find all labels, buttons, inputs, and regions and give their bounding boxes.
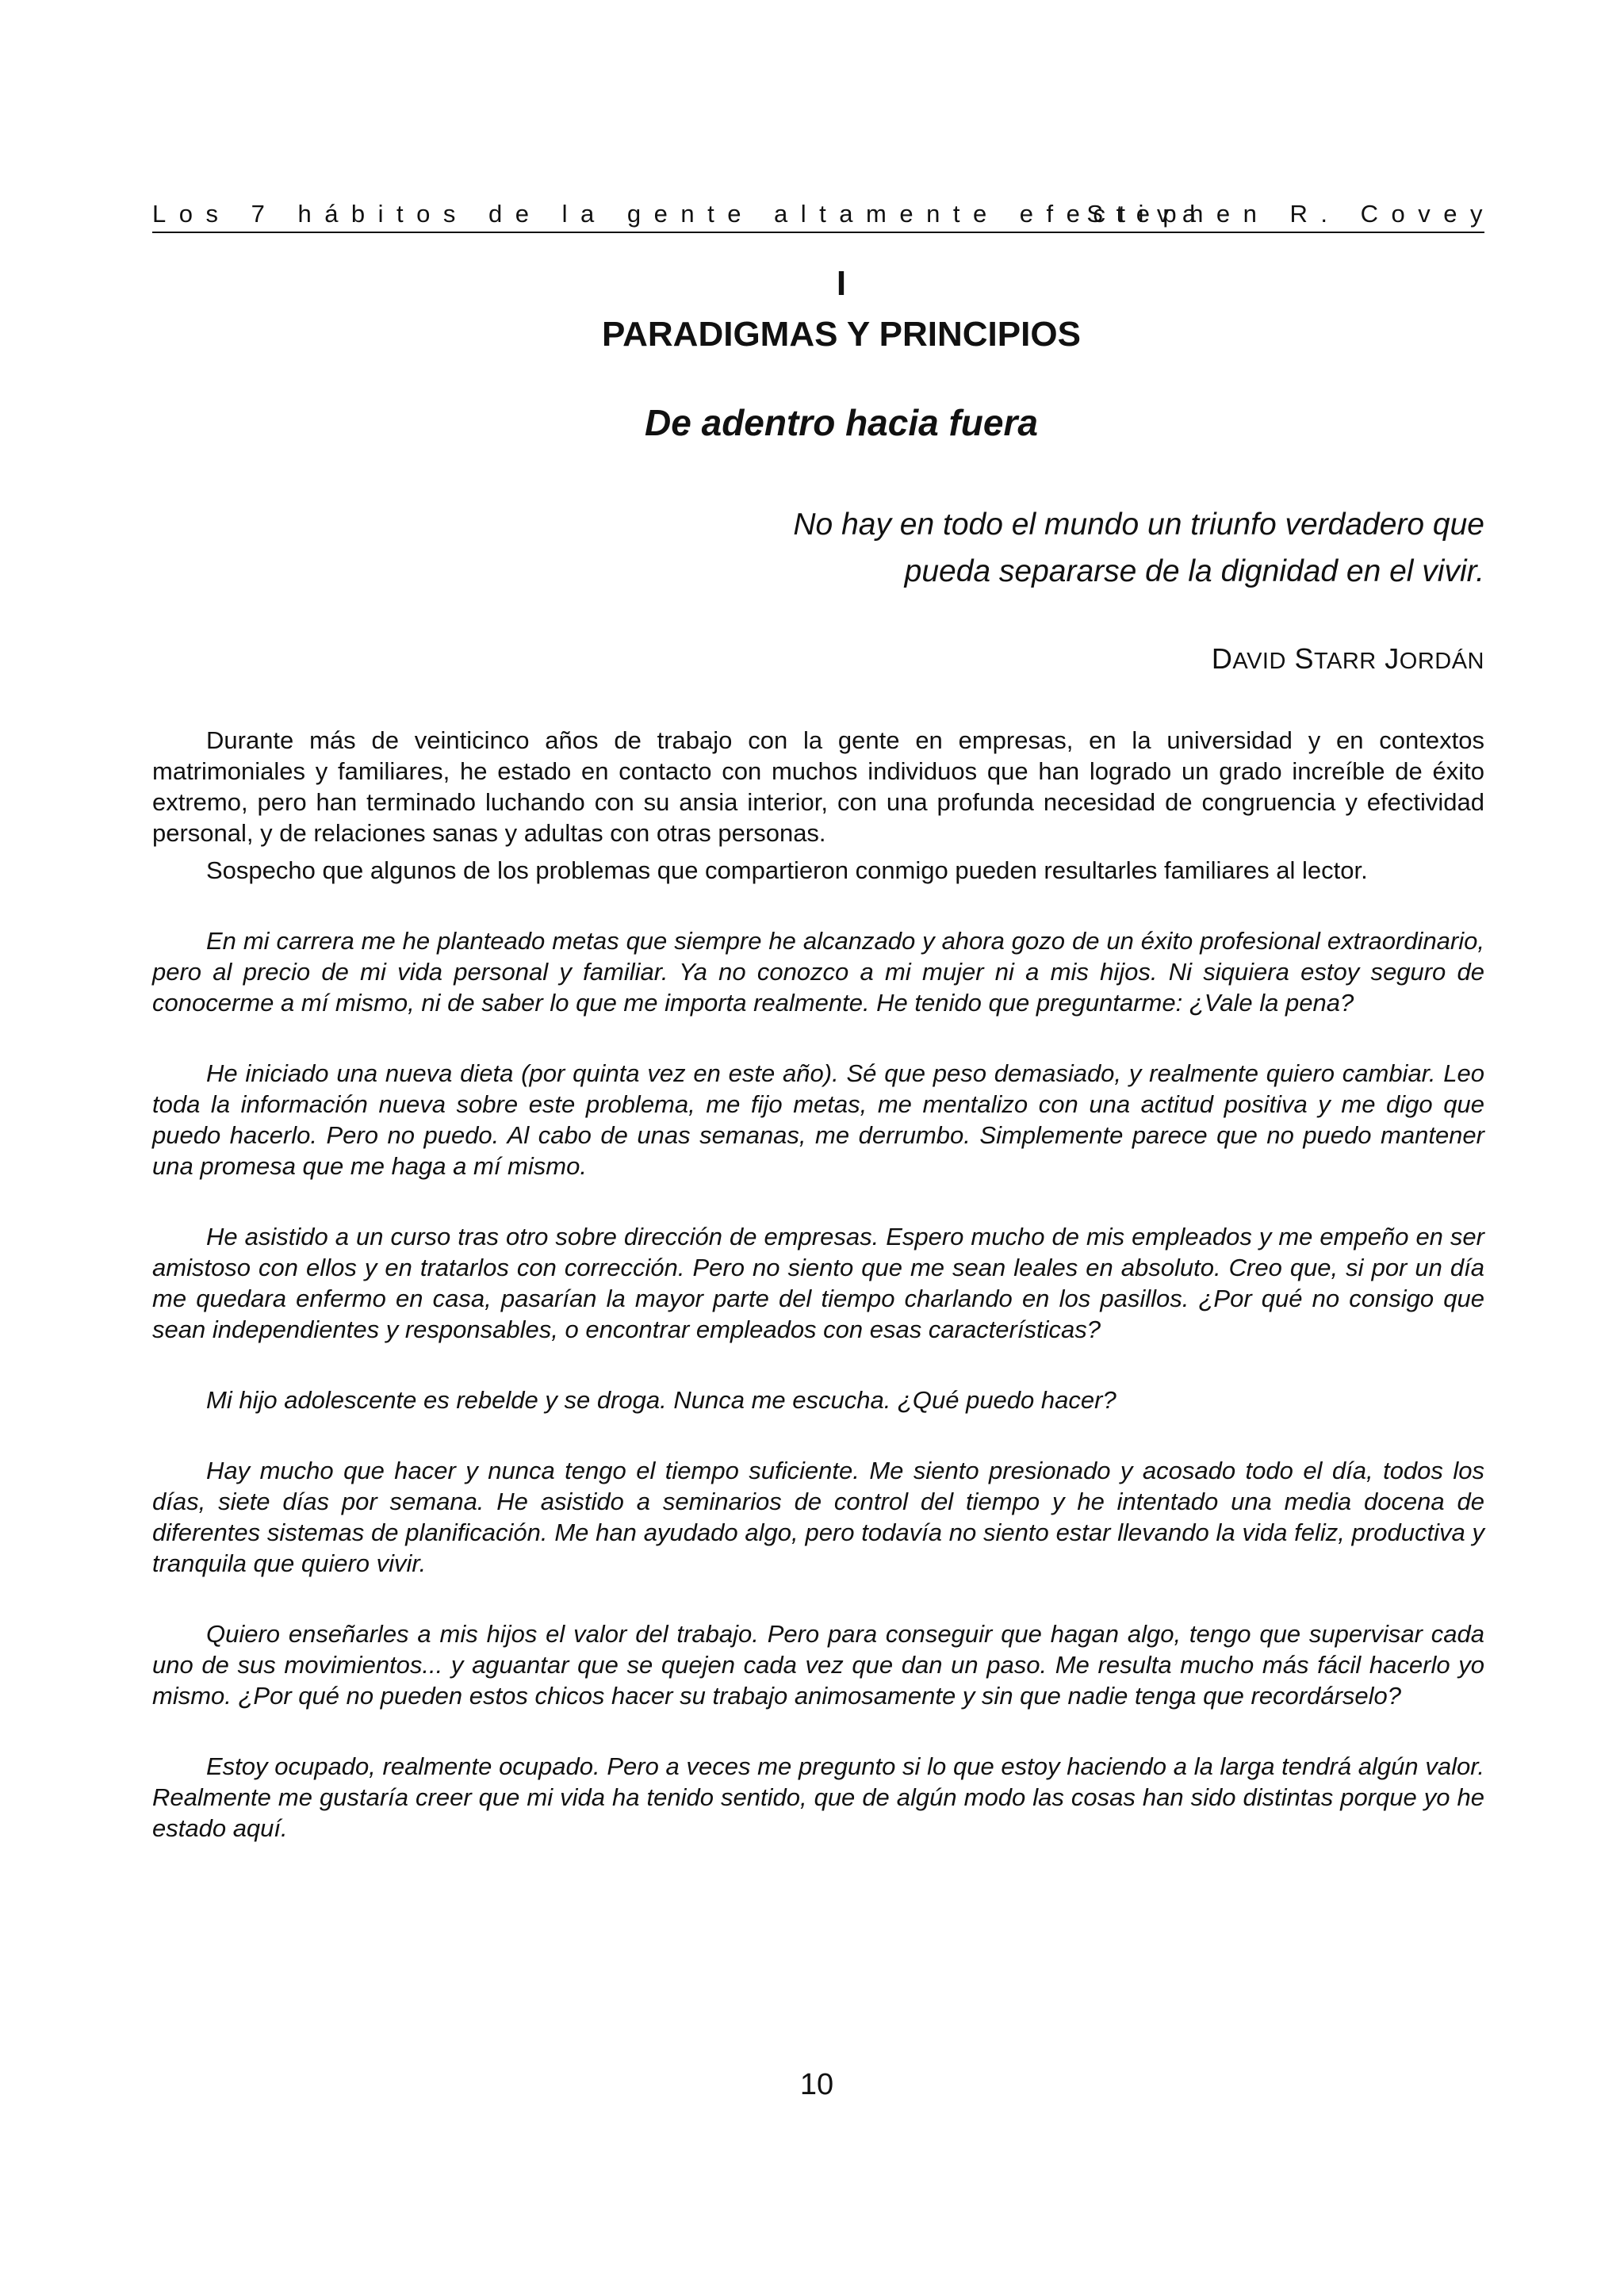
attribution-cap-d: D [1211,642,1233,675]
testimony-time: Hay mucho que hacer y nunca tengo el tiempo suficiente. Me siento presionado y acosado todo el día, todos los días, siete días por semana. He asistido a seminarios de control del tiempo y he intentado una media docena de diferentes sistemas de planificación. Me han ayudado algo, pero todavía no siento estar llevando la vida feliz, productiva y tranquila que quiero vivir. [152,1457,1484,1577]
attribution-rest-s: TARR [1313,649,1377,674]
testimony-career: En mi carrera me he planteado metas que siempre he alcanzado y ahora gozo de un éxito profesional extraordinario, pero al precio de mi vida personal y familiar. Ya no conozco a mi mujer ni a mis hijos. Ni siquiera estoy seguro de conocerme a mí mismo, ni de saber lo que me importa realmente. He tenido que preguntarme: ¿Vale la pena? [152,927,1484,1017]
running-header [152,198,1496,233]
testimony-diet: He iniciado una nueva dieta (por quinta vez en este año). Sé que peso demasiado, y realmente quiero cambiar. Leo toda la información nueva sobre este problema, me fijo metas, me mentalizo con una actitud positiva y me digo que puedo hacerlo. Pero no puedo. Al cabo de unas semanas, me derrumbo. Simplemente parece que no puedo mantener una promesa que me haga a mí mismo. [152,1059,1484,1180]
epigraph-attribution [1212,641,1484,680]
attribution-cap-s: S [1294,642,1314,675]
chapter-title: PARADIGMAS Y PRINCIPIOS [602,315,1081,354]
testimony-meaning: Estoy ocupado, realmente ocupado. Pero a veces me pregunto si lo que estoy haciendo a la larga tendrá algún valor. Realmente me gustaría creer que mi vida ha tenido sentido, que de algún modo las cosas han sido distintas porque yo he estado aquí. [152,1752,1484,1842]
page-number: 10 [799,2068,834,2101]
paragraph-intro: Durante más de veinticinco años de trabajo con la gente en empresas, en la universidad y en contextos matrimoniales y familiares, he estado en contacto con muchos individuos que han logrado un grado increíble de éxito extremo, pero han terminado luchando con su ansia interior, con una profunda necesidad de congruencia y efectividad personal, y de relaciones sanas y adultas con otras personas. [152,726,1484,847]
attribution-rest-j: ORDÁN [1399,649,1484,674]
attribution-cap-j: J [1385,642,1400,675]
chapter-subtitle: De adentro hacia fuera [645,402,1038,443]
epigraph-line-1: No hay en todo el mundo un triunfo verdadero que [793,507,1484,542]
body-text [152,725,1484,1844]
epigraph-quote [612,501,1484,595]
testimony-teen-son: Mi hijo adolescente es rebelde y se droga. Nunca me escucha. ¿Qué puedo hacer? [206,1386,1116,1414]
attribution-rest-d: AVID [1232,649,1286,674]
epigraph-line-2: pueda separarse de la dignidad en el vivir. [904,554,1484,588]
testimony-management: He asistido a un curso tras otro sobre dirección de empresas. Espero mucho de mis empleados y me empeño en ser amistoso con ellos y en tratarlos con corrección. Pero no siento que me sean leales en absoluto. Creo que, si por un día me quedara enfermo en casa, pasarían la mayor parte del tiempo charlando en los pasillos. ¿Por qué no consigo que sean independientes y responsables, o encontrar empleados con esas características? [152,1223,1484,1343]
testimony-children-work: Quiero enseñarles a mis hijos el valor del trabajo. Pero para conseguir que hagan algo, tengo que supervisar cada uno de sus movimientos... y aguantar que se quejen cada vez que dan un paso. Me resulta mucho más fácil hacerlo yo mismo. ¿Por qué no pueden estos chicos hacer su trabajo animosamente y sin que nadie tenga que recordárselo? [152,1620,1484,1710]
chapter-number: I [836,264,847,303]
header-book-title: Los 7 hábitos de la gente altamente efectiva [152,200,1209,228]
header-author: Stephen R. Covey [1086,200,1496,228]
paragraph-suspicion: Sospecho que algunos de los problemas que compartieron conmigo pueden resultarles familiares al lector. [206,856,1368,884]
